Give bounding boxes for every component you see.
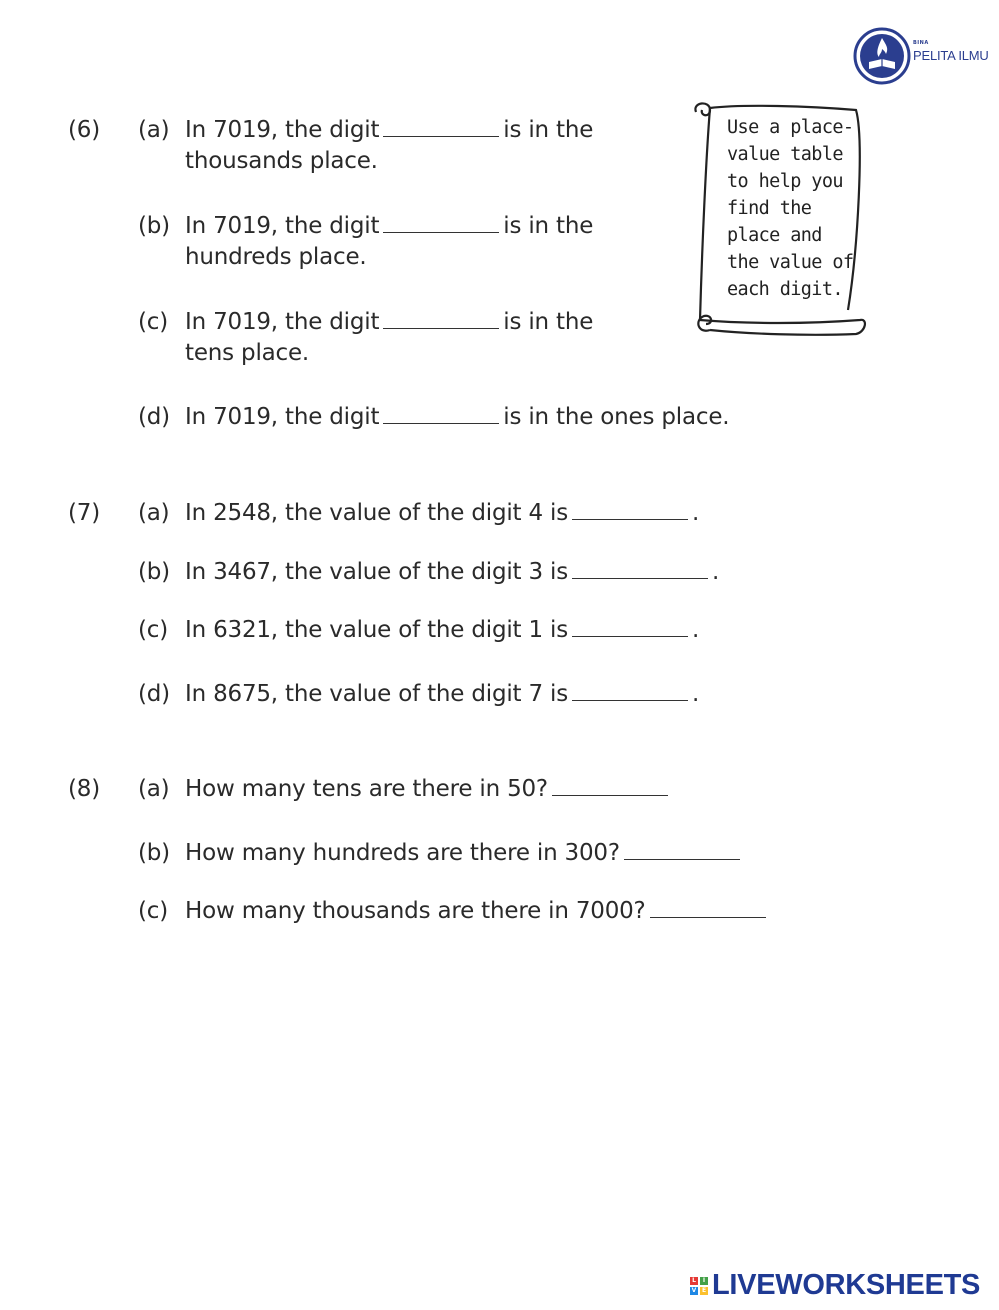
q7b-answer-blank[interactable] — [572, 560, 708, 579]
q6b-answer-blank[interactable] — [383, 214, 499, 233]
brand-icon-letter: V — [691, 1286, 697, 1294]
tip-text — [727, 114, 853, 303]
tip-line: place and — [727, 225, 822, 246]
q6d-text — [185, 402, 729, 433]
q7c-after: . — [691, 617, 700, 643]
q7a-label: (a) — [138, 500, 170, 526]
q7c-label: (c) — [138, 617, 168, 643]
logo-small-text: BINA — [913, 40, 929, 46]
q7b-after: . — [711, 559, 720, 585]
brand-icon — [690, 1277, 708, 1295]
q8c-label: (c) — [138, 898, 168, 924]
q7b-text — [185, 557, 719, 588]
q7a-before: In 2548, the value of the digit 4 is — [185, 500, 568, 526]
question-8-number: (8) — [68, 776, 100, 802]
q7a-text — [185, 498, 699, 529]
tip-line: the value of — [727, 252, 854, 273]
q8a-text — [185, 774, 672, 805]
q7d-before: In 8675, the value of the digit 7 is — [185, 681, 568, 707]
q7d-after: . — [691, 681, 700, 707]
q6b-label: (b) — [138, 213, 170, 239]
q8c-answer-blank[interactable] — [650, 899, 766, 918]
q6b-after: is in the — [503, 213, 594, 239]
q8b-text — [185, 838, 744, 869]
q6d-answer-blank[interactable] — [383, 405, 499, 424]
tip-line: value table — [727, 144, 843, 165]
q7a-after: . — [691, 500, 700, 526]
q6d-label: (d) — [138, 404, 170, 430]
brand-icon-letter: L — [690, 1277, 698, 1285]
q8c-text — [185, 896, 770, 927]
q8a-question: How many tens are there in 50? — [185, 776, 548, 802]
q6c-line2: tens place. — [185, 340, 310, 366]
q8b-label: (b) — [138, 840, 170, 866]
q6c-before: In 7019, the digit — [185, 309, 380, 335]
q6c-label: (c) — [138, 309, 168, 335]
tip-line: each digit. — [727, 279, 843, 300]
liveworksheets-brand — [690, 1269, 980, 1302]
q6a-line2: thousands place. — [185, 148, 378, 174]
brand-icon-letter: E — [701, 1286, 707, 1294]
q7b-label: (b) — [138, 559, 170, 585]
tip-line: find the — [727, 198, 812, 219]
tip-line: Use a place- — [727, 117, 854, 138]
q6d-after: is in the ones place. — [503, 404, 730, 430]
q7c-before: In 6321, the value of the digit 1 is — [185, 617, 568, 643]
q7d-answer-blank[interactable] — [572, 682, 688, 701]
q6b-text — [185, 211, 593, 242]
q6a-text — [185, 115, 593, 146]
q8b-answer-blank[interactable] — [624, 841, 740, 860]
q6c-answer-blank[interactable] — [383, 310, 499, 329]
q7b-before: In 3467, the value of the digit 3 is — [185, 559, 568, 585]
q7c-answer-blank[interactable] — [572, 618, 688, 637]
publisher-logo — [852, 26, 912, 86]
logo-name: PELITA ILMU — [913, 48, 989, 63]
question-6-number: (6) — [68, 117, 100, 143]
q8a-label: (a) — [138, 776, 170, 802]
q6a-label: (a) — [138, 117, 170, 143]
q8a-answer-blank[interactable] — [552, 777, 668, 796]
q7a-answer-blank[interactable] — [572, 501, 688, 520]
question-7-number: (7) — [68, 500, 100, 526]
brand-name: LIVEWORKSHEETS — [712, 1269, 981, 1301]
q6a-after: is in the — [503, 117, 594, 143]
q6c-after: is in the — [503, 309, 594, 335]
brand-icon-letter: I — [700, 1277, 708, 1285]
q6c-text — [185, 307, 593, 338]
q6b-before: In 7019, the digit — [185, 213, 380, 239]
q6b-line2: hundreds place. — [185, 244, 367, 270]
q7d-label: (d) — [138, 681, 170, 707]
q6a-before: In 7019, the digit — [185, 117, 380, 143]
q7c-text — [185, 615, 699, 646]
tip-line: to help you — [727, 171, 843, 192]
q8c-question: How many thousands are there in 7000? — [185, 898, 646, 924]
q8b-question: How many hundreds are there in 300? — [185, 840, 620, 866]
q6d-before: In 7019, the digit — [185, 404, 380, 430]
q7d-text — [185, 679, 699, 710]
q6a-answer-blank[interactable] — [383, 118, 499, 137]
